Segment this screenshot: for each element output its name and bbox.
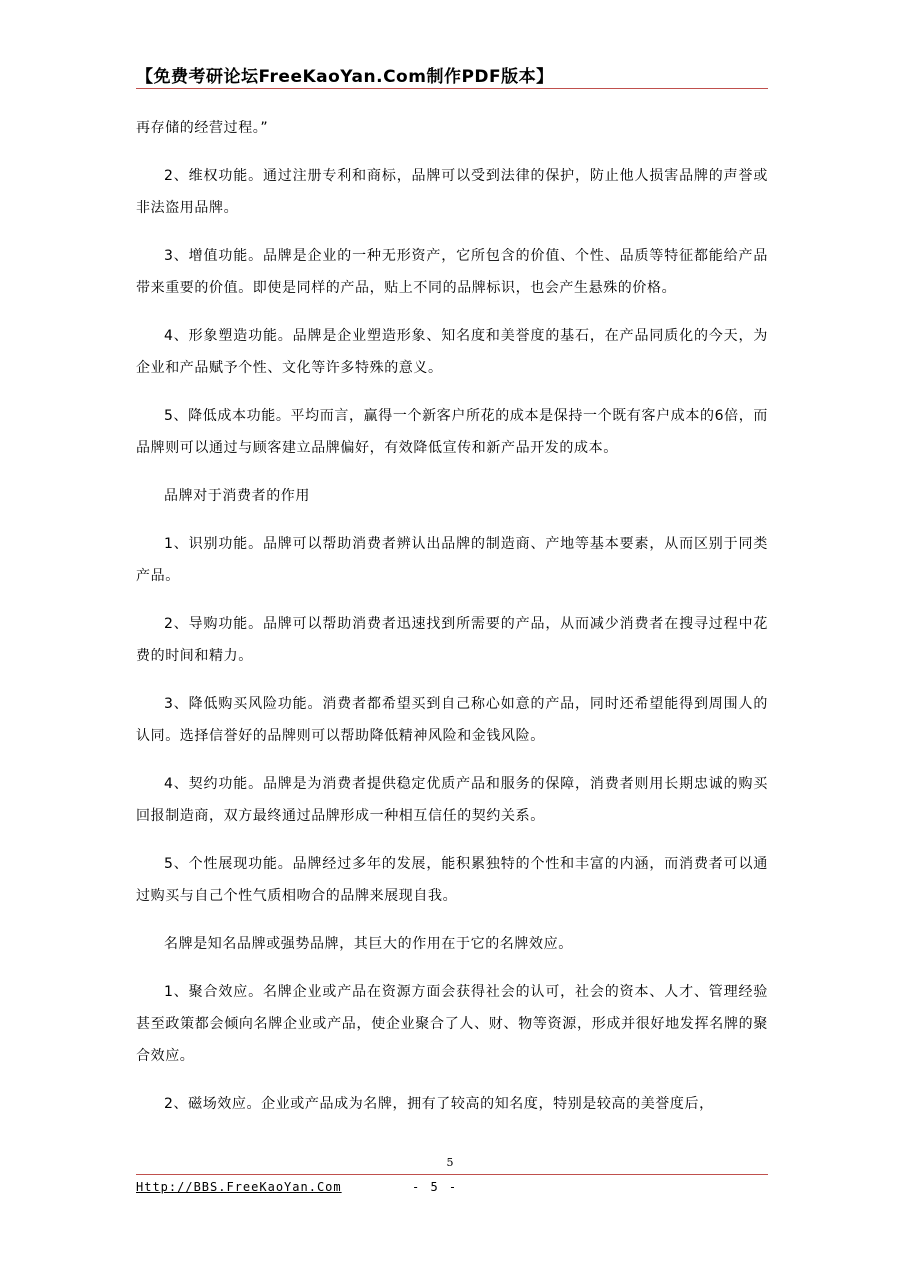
section-heading: 名牌是知名品牌或强势品牌，其巨大的作用在于它的名牌效应。 (164, 936, 573, 952)
document-body (136, 112, 768, 1136)
paragraph: 2、导购功能。品牌可以帮助消费者迅速找到所需要的产品，从而减少消费者在搜寻过程中花费的时间和精力。 (136, 616, 768, 664)
footer-forum-link[interactable]: Http://BBS.FreeKaoYan.Com (136, 1180, 342, 1194)
paragraph: 再存储的经营过程。” (136, 120, 269, 136)
paragraph: 4、形象塑造功能。品牌是企业塑造形象、知名度和美誉度的基石，在产品同质化的今天，为企业和产品赋予个性、文化等许多特殊的意义。 (136, 328, 768, 376)
paragraph: 1、识别功能。品牌可以帮助消费者辨认出品牌的制造商、产地等基本要素，从而区别于同类产品。 (136, 536, 768, 584)
paragraph: 5、个性展现功能。品牌经过多年的发展，能积累独特的个性和丰富的内涵，而消费者可以通过购买与自己个性气质相吻合的品牌来展现自我。 (136, 856, 768, 904)
section-heading: 品牌对于消费者的作用 (164, 488, 310, 504)
paragraph: 5、降低成本功能。平均而言，赢得一个新客户所花的成本是保持一个既有客户成本的6倍，而品牌则可以通过与顾客建立品牌偏好，有效降低宣传和新产品开发的成本。 (136, 408, 768, 456)
paragraph: 2、维权功能。通过注册专利和商标，品牌可以受到法律的保护，防止他人损害品牌的声誉或非法盗用品牌。 (136, 168, 768, 216)
footer-page-label: - 5 - (412, 1180, 459, 1194)
page-number: 5 (446, 1156, 454, 1169)
paragraph: 2、磁场效应。企业或产品成为名牌，拥有了较高的知名度，特别是较高的美誉度后， (164, 1096, 714, 1112)
header-divider (136, 88, 768, 89)
footer-divider (136, 1174, 768, 1175)
paragraph: 3、增值功能。品牌是企业的一种无形资产，它所包含的价值、个性、品质等特征都能给产品带来重要的价值。即使是同样的产品，贴上不同的品牌标识，也会产生悬殊的价格。 (136, 248, 768, 296)
paragraph: 1、聚合效应。名牌企业或产品在资源方面会获得社会的认可，社会的资本、人才、管理经验甚至政策都会倾向名牌企业或产品，使企业聚合了人、财、物等资源，形成并很好地发挥名牌的聚合效应。 (136, 984, 768, 1064)
paragraph: 3、降低购买风险功能。消费者都希望买到自己称心如意的产品，同时还希望能得到周围人的认同。选择信誉好的品牌则可以帮助降低精神风险和金钱风险。 (136, 696, 768, 744)
paragraph: 4、契约功能。品牌是为消费者提供稳定优质产品和服务的保障，消费者则用长期忠诚的购买回报制造商，双方最终通过品牌形成一种相互信任的契约关系。 (136, 776, 768, 824)
header-title: 【免费考研论坛FreeKaoYan.Com制作PDF版本】 (136, 67, 554, 87)
